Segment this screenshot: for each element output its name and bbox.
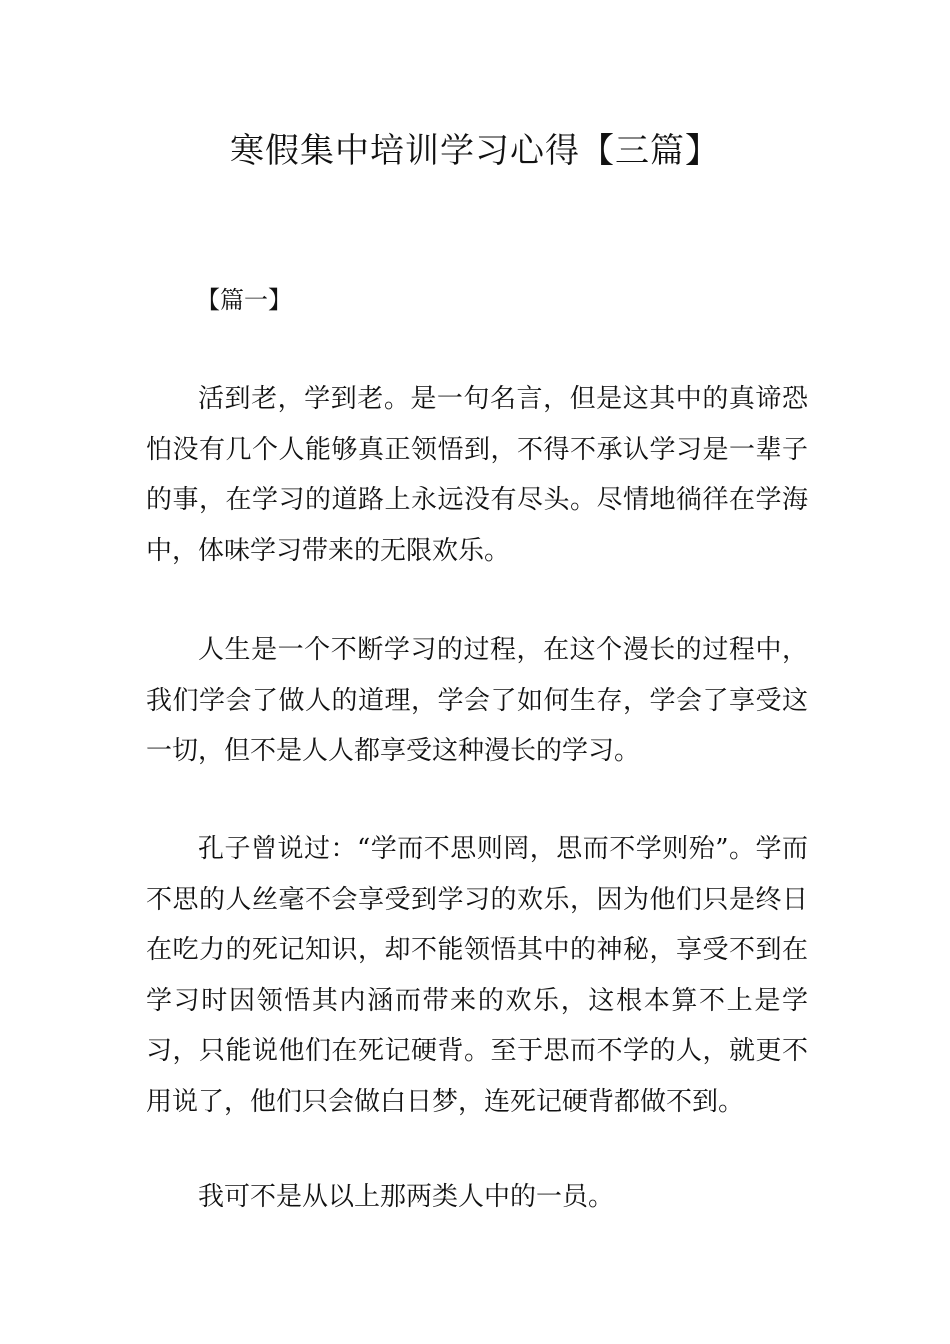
section-heading: 【篇一】 <box>196 286 292 314</box>
paragraph-3: 孔子曾说过：“学而不思则罔，思而不学则殆”。学而不思的人丝毫不会享受到学习的欢乐，因为他们只是终日在吃力的死记知识，却不能领悟其中的神秘，享受不到在学习时因领悟其内涵而带来的欢乐，这根本算不上是学习，只能说他们在死记硬背。至于思而不学的人，就更不用说了，他们只会做白日梦，连死记硬背都做不到。 <box>146 834 808 1117</box>
paragraph-1: 活到老，学到老。是一句名言，但是这其中的真谛恐怕没有几个人能够真正领悟到，不得不承认学习是一辈子的事，在学习的道路上永远没有尽头。尽情地徜徉在学海中，体味学习带来的无限欢乐。 <box>146 384 808 566</box>
document-title: 寒假集中培训学习心得【三篇】 <box>230 131 720 171</box>
paragraph-2: 人生是一个不断学习的过程，在这个漫长的过程中，我们学会了做人的道理，学会了如何生存，学会了享受这一切，但不是人人都享受这种漫长的学习。 <box>146 635 808 766</box>
paragraph-4: 我可不是从以上那两类人中的一员。 <box>198 1182 615 1212</box>
